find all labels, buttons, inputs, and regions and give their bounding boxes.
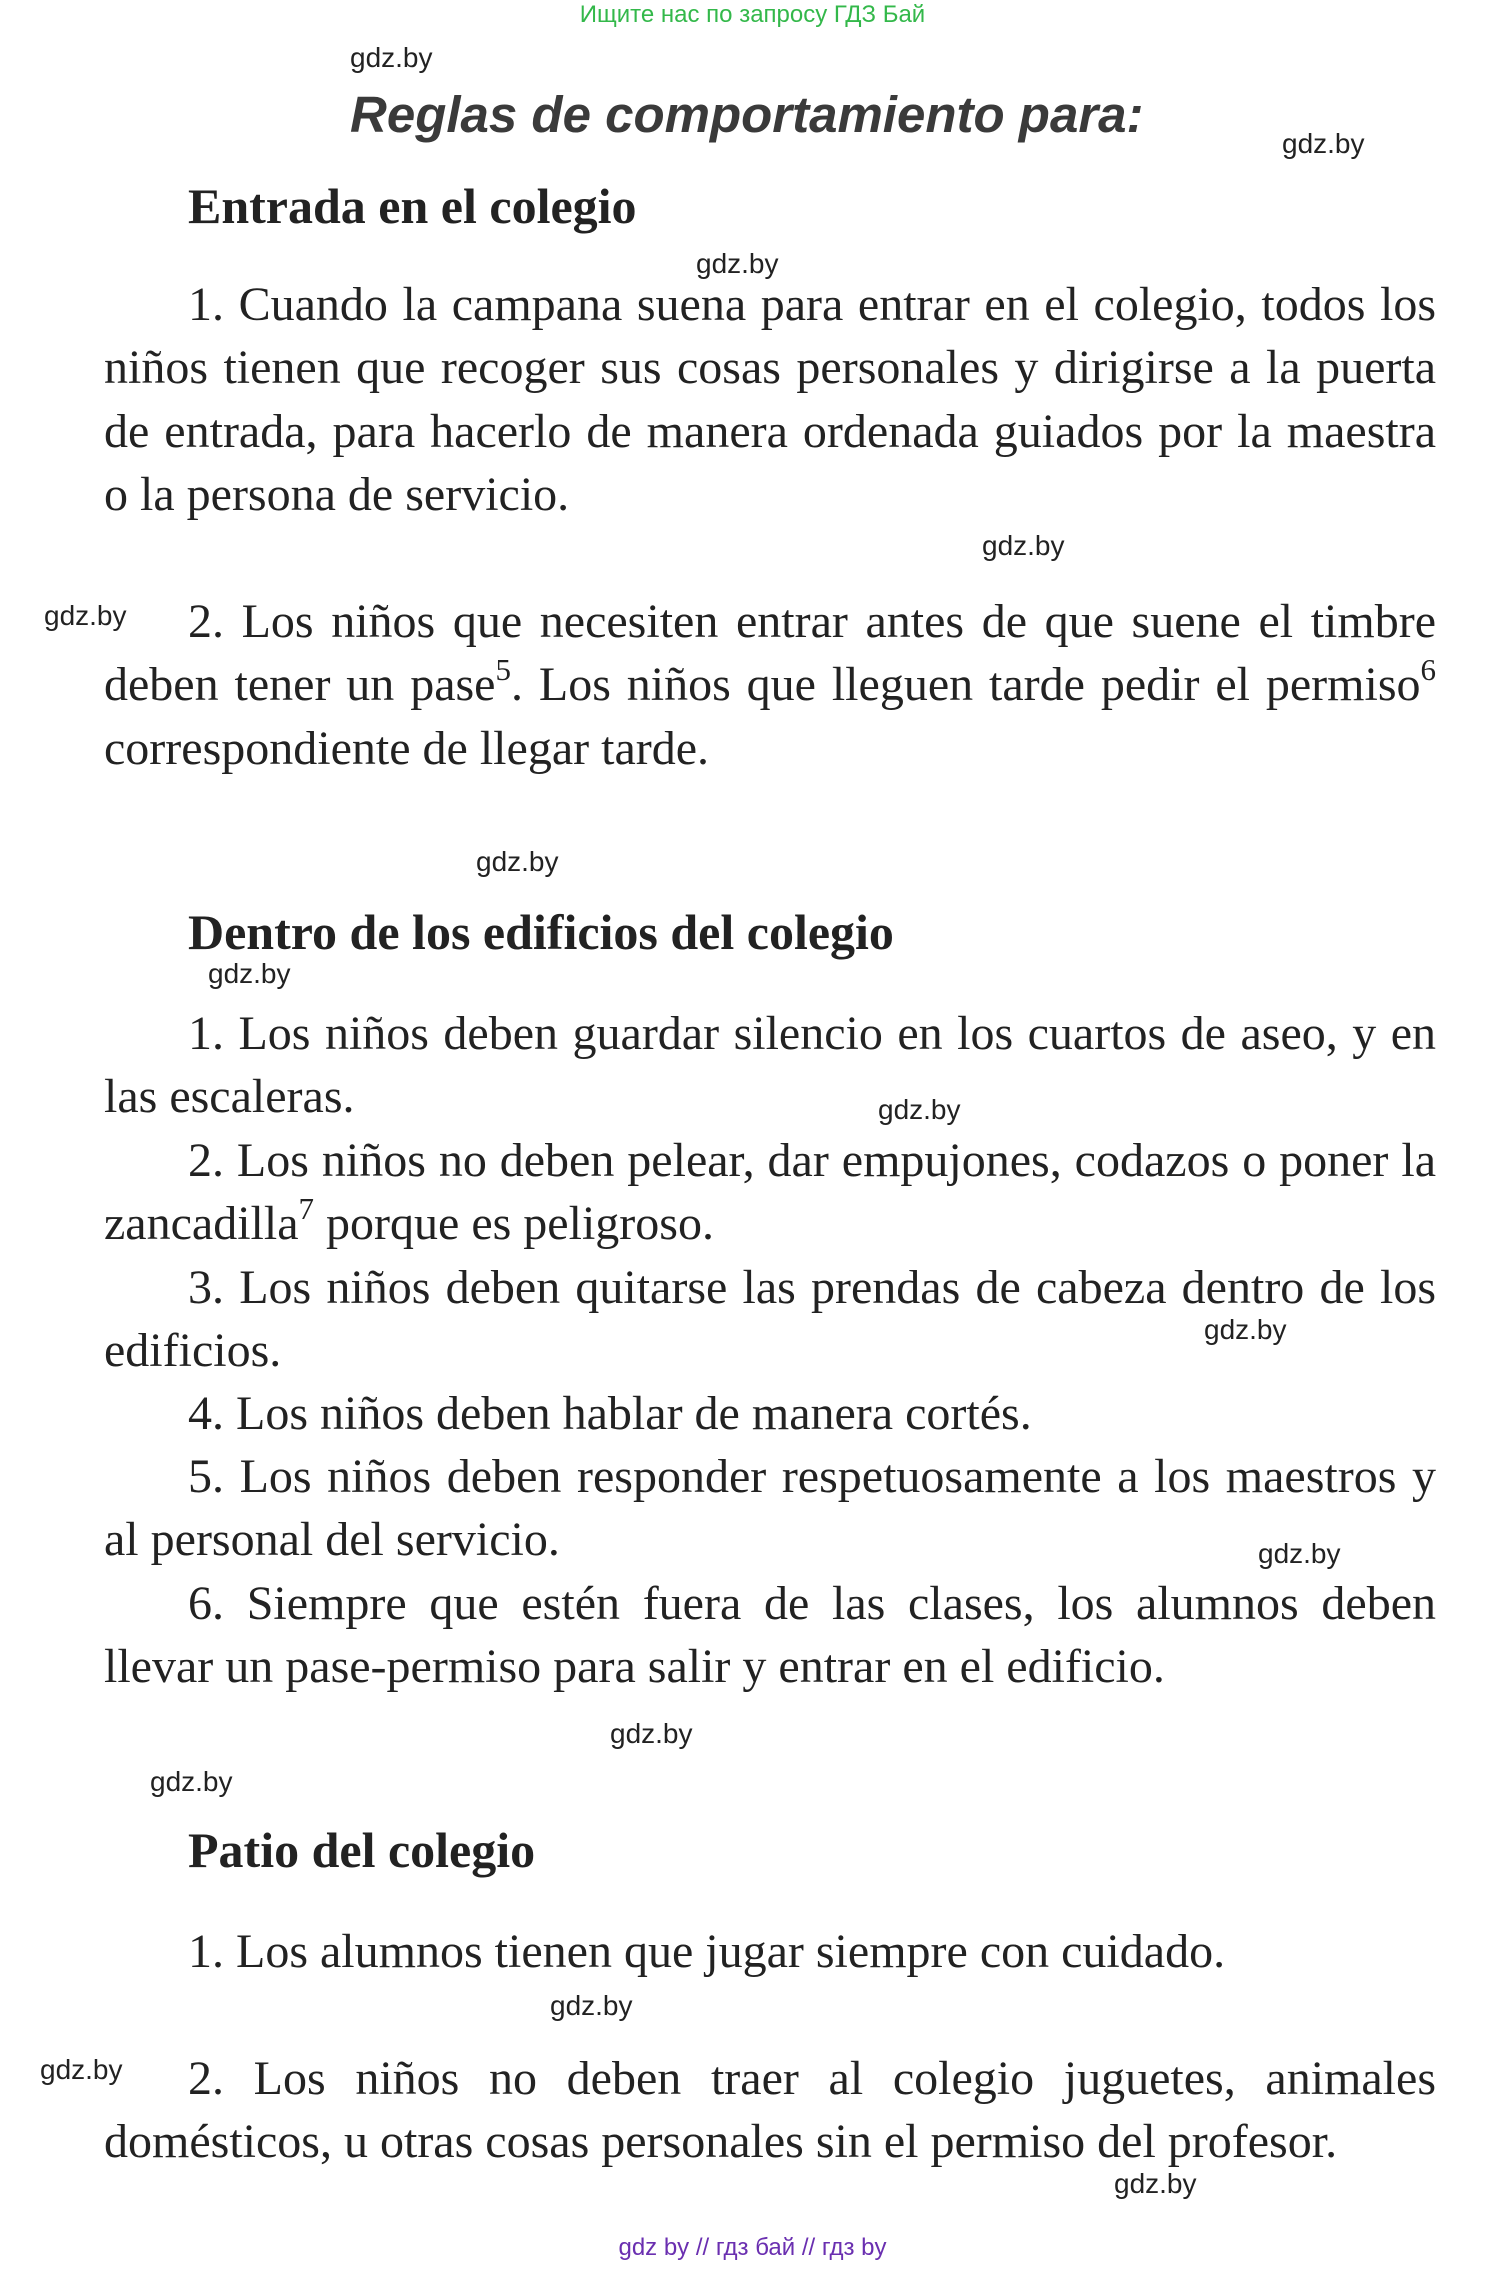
watermark: gdz.by	[1114, 2168, 1197, 2199]
rule-item: 4. Los niños deben hablar de manera cortés.	[188, 1387, 1032, 1440]
rule-item: 5. Los niños deben responder respetuosamente a los maestros y al personal del servicio.	[104, 1450, 1436, 1567]
rule-item: 3. Los niños deben quitarse las prendas de cabeza dentro de los edificios.	[104, 1261, 1436, 1378]
watermark: gdz.by	[1282, 128, 1365, 159]
rule-item: 2. Los niños no deben traer al colegio juguetes, animales domésticos, u otras cosas personales sin el permiso del profesor.	[104, 2052, 1436, 2169]
rule-item: 1. Cuando la campana suena para entrar en el colegio, todos los niños tienen que recoger sus cosas personales y dirigirse a la puerta de entrada, para hacerlo de manera ordenada guiados por la maestra o la persona de servicio.	[104, 278, 1436, 521]
page-title: Reglas de comportamiento para:	[350, 86, 1144, 143]
watermark: gdz.by	[350, 42, 433, 73]
bottom-banner: gdz by // гдз бай // гдз by	[618, 2234, 887, 2261]
watermark: gdz.by	[878, 1094, 961, 1125]
watermark: gdz.by	[476, 846, 559, 877]
watermark: gdz.by	[1204, 1314, 1287, 1345]
top-banner: Ищите нас по запросу ГДЗ Бай	[579, 1, 926, 28]
section-heading: Entrada en el colegio	[188, 178, 637, 234]
watermark: gdz.by	[208, 958, 291, 989]
footnote-marker: 6	[1420, 652, 1437, 688]
watermark: gdz.by	[40, 2054, 123, 2085]
watermark: gdz.by	[982, 530, 1065, 561]
rule-item: 1. Los alumnos tienen que jugar siempre con cuidado.	[188, 1925, 1226, 1978]
rule-item: 6. Siempre que estén fuera de las clases, los alumnos deben llevar un pase-permiso para salir y entrar en el edificio.	[104, 1577, 1436, 1694]
section-heading: Dentro de los edificios del colegio	[188, 904, 894, 960]
footnote-marker: 5	[495, 652, 511, 688]
rule-item: 2. Los niños que necesiten entrar antes de que suene el timbre deben tener un pase$^5$. Los niños que lleguen tarde pedir el permiso$^6$ correspondiente de llegar tarde.	[104, 595, 1437, 775]
footnote-marker: 7	[298, 1191, 315, 1227]
rule-item: 2. Los niños no deben pelear, dar empujones, codazos o poner la zancadilla$^7$ porque es peligroso.	[104, 1134, 1436, 1251]
watermark: gdz.by	[150, 1766, 233, 1797]
watermark: gdz.by	[696, 248, 779, 279]
watermark: gdz.by	[1258, 1538, 1341, 1569]
rule-item: 1. Los niños deben guardar silencio en los cuartos de aseo, y en las escaleras.	[104, 1007, 1436, 1124]
watermark: gdz.by	[610, 1718, 693, 1749]
section-heading: Patio del colegio	[188, 1822, 536, 1878]
watermark: gdz.by	[44, 600, 127, 631]
watermark: gdz.by	[550, 1990, 633, 2021]
